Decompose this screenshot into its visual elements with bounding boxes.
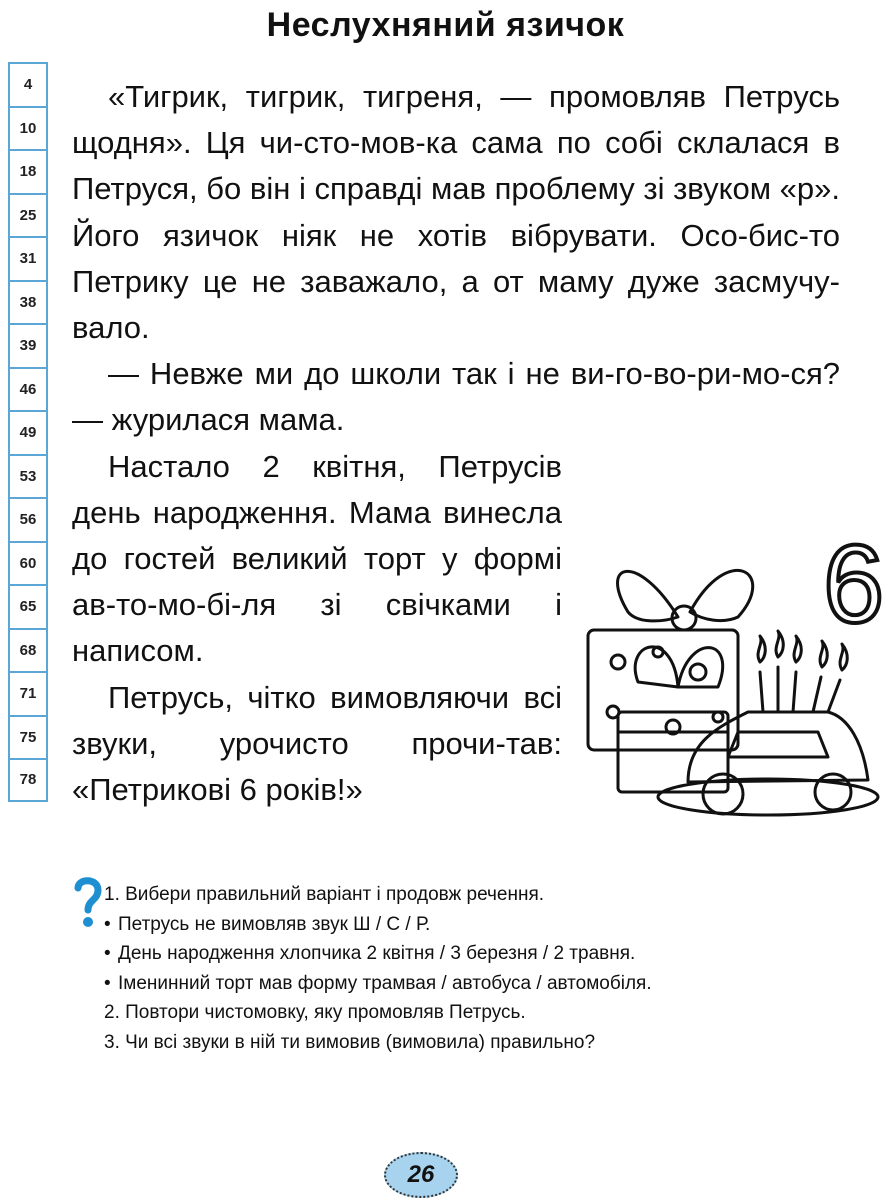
word-count-cell: 71 (8, 671, 48, 715)
question-2: 2. Повтори чистомовку, яку промовляв Петрусь. (104, 1002, 526, 1024)
story-paragraph-3: Настало 2 квітня, Петрусів день народження. Мама винесла до гостей великий торт у формі ав-то-мо-бі-ля зі свічками і написом. (72, 448, 562, 669)
question-1-option: • День народження хлопчика 2 квітня / 3 березня / 2 травня. (104, 939, 864, 969)
question-1: 1. Вибери правильний варіант і продовж речення. (104, 884, 545, 905)
word-count-column (8, 62, 48, 802)
story-paragraph-4: Петрусь, чітко вимовляючи всі звуки, урочисто прочи-тав: «Петрикові 6 років!» (72, 679, 562, 808)
age-number: 6 (823, 523, 885, 646)
word-count-cell: 25 (8, 193, 48, 237)
question-1-option: • Іменинний торт мав форму трамвая / автобуса / автомобіля. (104, 969, 864, 999)
word-count-cell: 49 (8, 410, 48, 454)
question-1-option: • Петрусь не вимовляв звук Ш / С / Р. (104, 910, 864, 940)
word-count-cell: 4 (8, 62, 48, 106)
birthday-illustration (578, 512, 885, 837)
gifts-and-car-cake-image (578, 512, 885, 832)
question-3: 3. Чи всі звуки в ній ти вимовив (вимовила) правильно? (104, 1031, 596, 1053)
word-count-cell: 53 (8, 454, 48, 498)
word-count-cell: 38 (8, 280, 48, 324)
story-paragraph-1: «Тигрик, тигрик, тигреня, — промовляв Петрусь щодня». Ця чи-сто-мов-ка сама по собі склалася в Петруся, бо він і справді мав проблему зі звуком «р». Його язичок ніяк не хотів вібрувати. Осо-бис-то Петрику це не заважало, а от маму дуже засмучу-вало. (72, 79, 840, 346)
word-count-cell: 56 (8, 497, 48, 541)
page-number: 26 (384, 1152, 458, 1198)
word-count-cell: 65 (8, 584, 48, 628)
word-count-cell: 18 (8, 149, 48, 193)
word-count-cell: 10 (8, 106, 48, 150)
question-mark-icon (74, 876, 102, 933)
story-paragraph-2: — Невже ми до школи так і не ви-го-во-ри-мо-ся? — журилася мама. (72, 356, 840, 438)
word-count-cell: 31 (8, 236, 48, 280)
questions-block (104, 880, 864, 1058)
word-count-cell: 78 (8, 758, 48, 802)
word-count-cell: 68 (8, 628, 48, 672)
word-count-cell: 60 (8, 541, 48, 585)
word-count-cell: 46 (8, 367, 48, 411)
word-count-cell: 39 (8, 323, 48, 367)
word-count-cell: 75 (8, 715, 48, 759)
page-title: Неслухняний язичок (266, 6, 625, 44)
